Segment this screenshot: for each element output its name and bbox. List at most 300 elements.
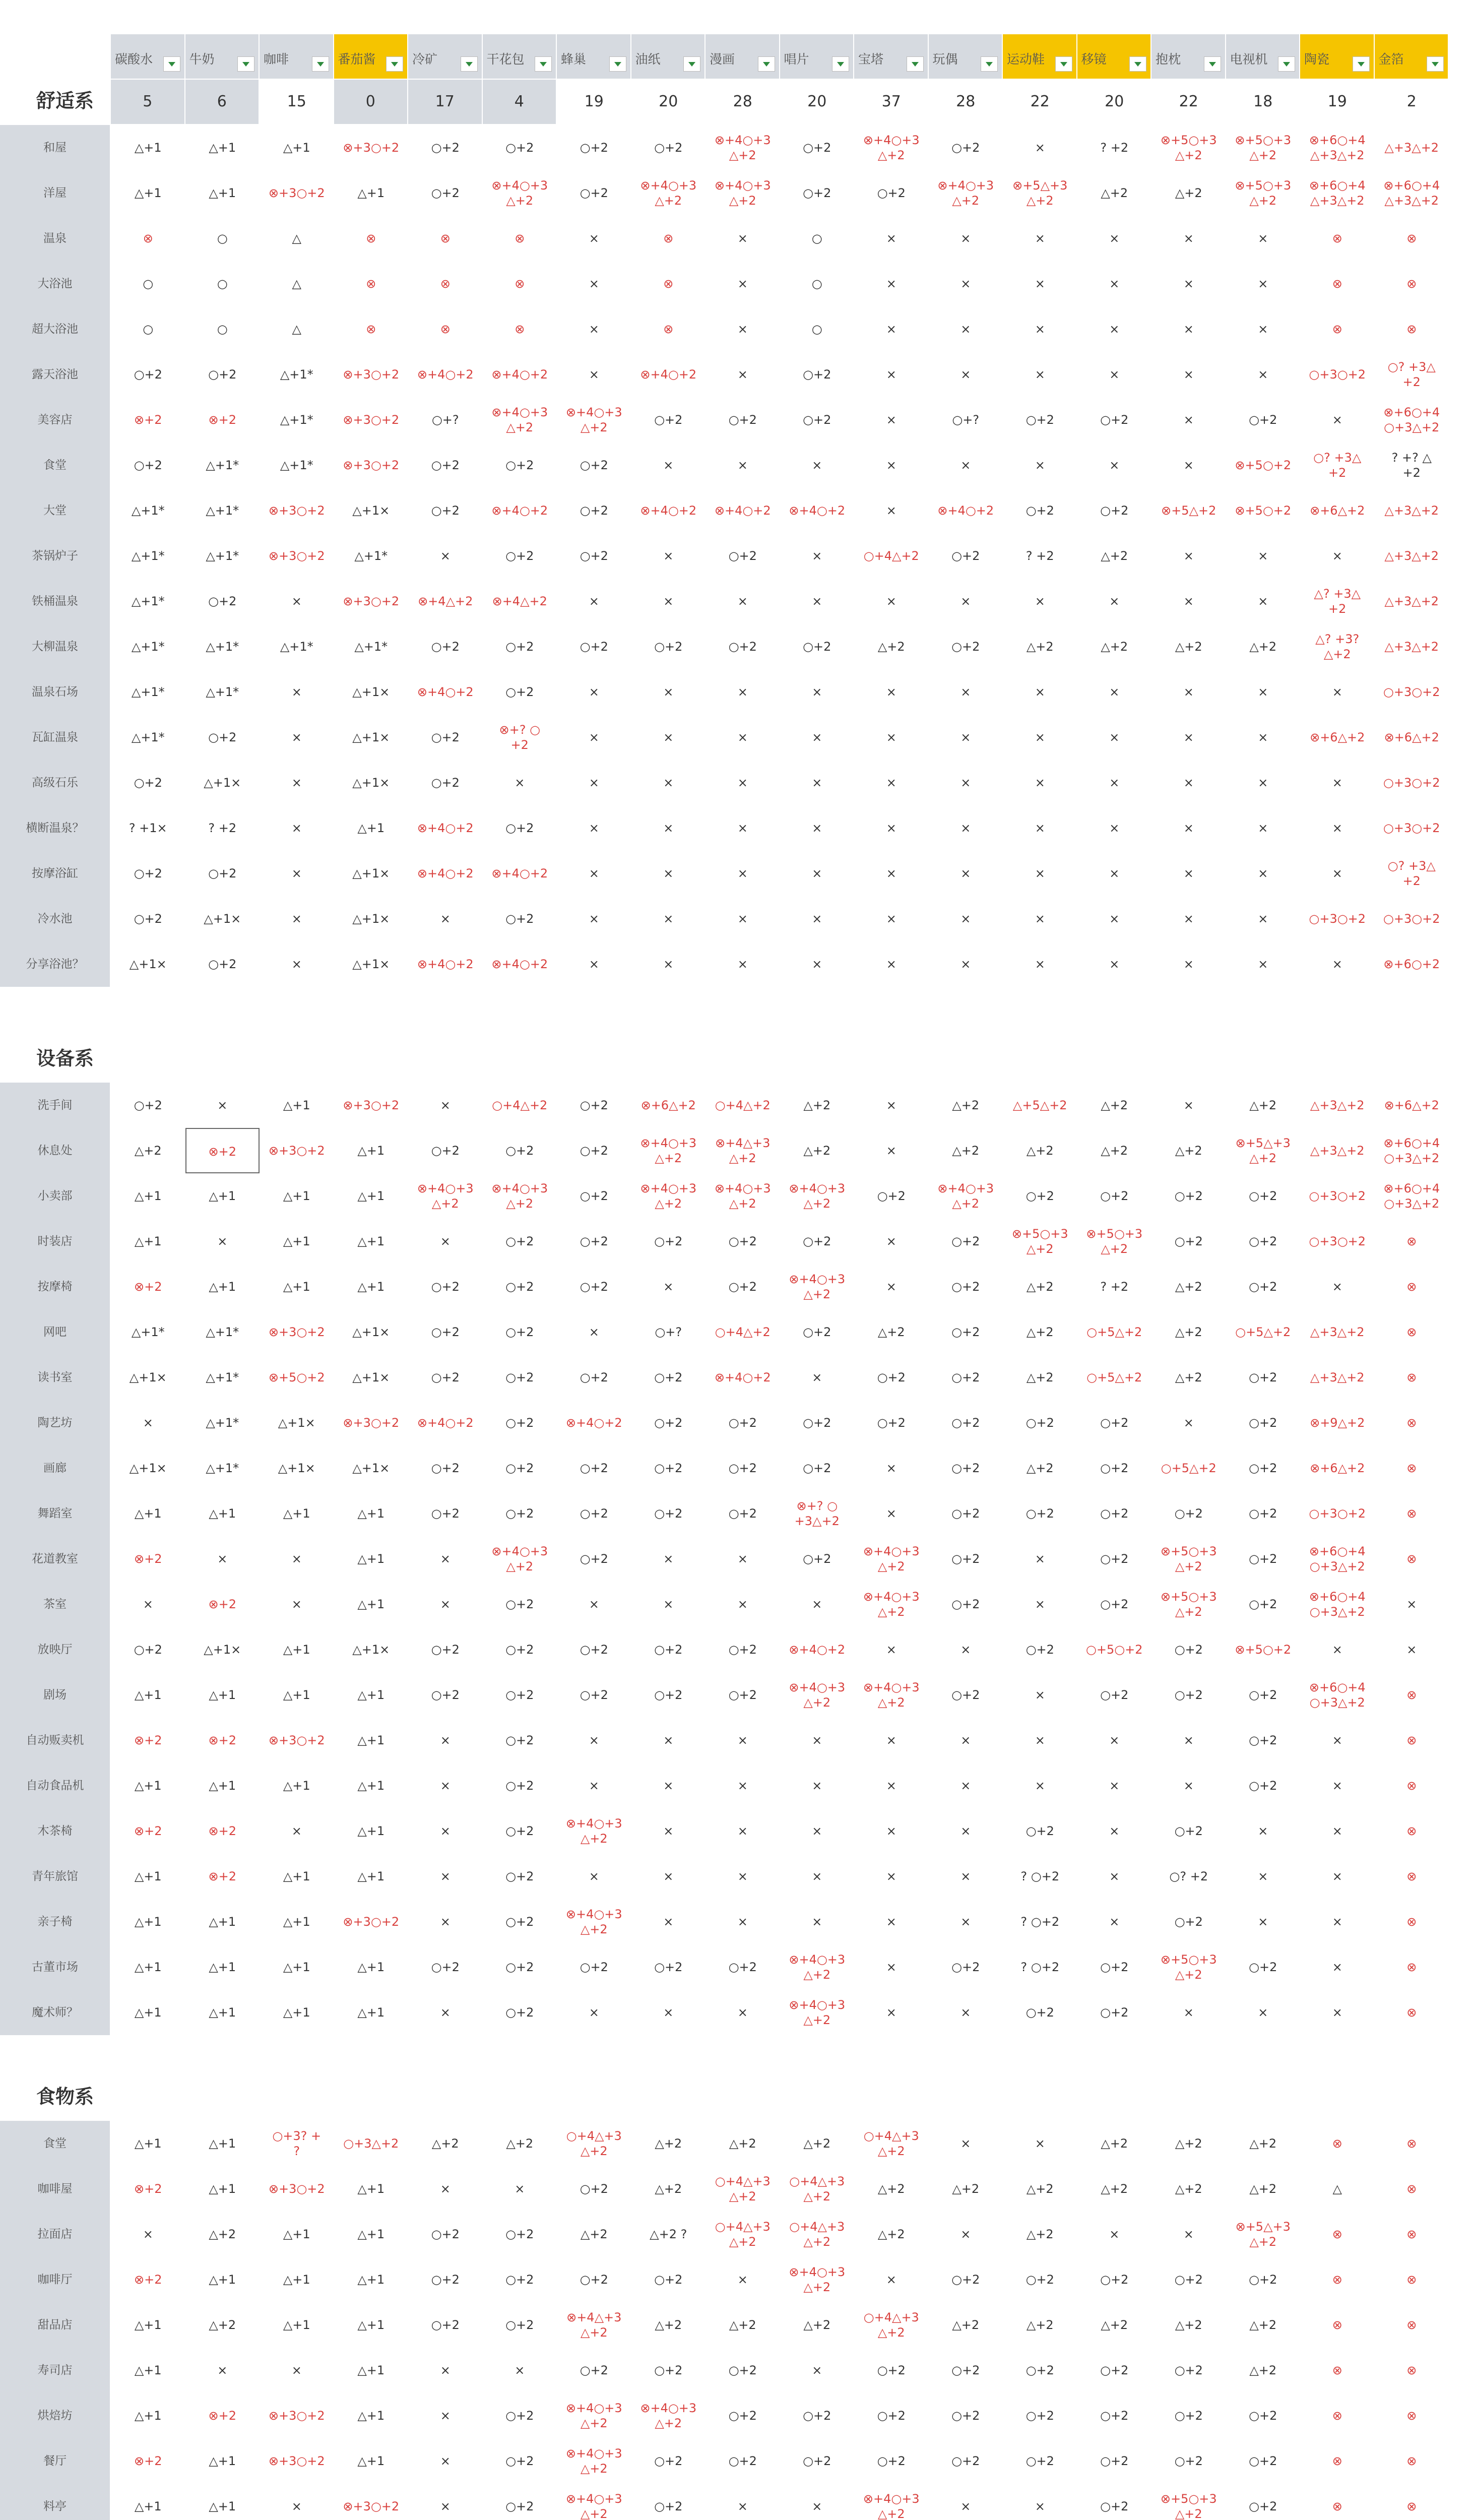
table-cell[interactable]: × bbox=[663, 776, 674, 790]
table-cell[interactable]: ○+2 bbox=[803, 2409, 831, 2423]
table-cell[interactable]: × bbox=[886, 1098, 896, 1112]
table-cell[interactable]: × bbox=[960, 1779, 971, 1793]
table-cell[interactable]: ⊗+4○+3 △+2 bbox=[565, 1907, 622, 1936]
table-cell[interactable]: △+1 bbox=[283, 1915, 310, 1929]
table-cell[interactable]: ? +2 bbox=[208, 821, 237, 835]
table-cell[interactable]: × bbox=[663, 549, 674, 563]
table-cell[interactable]: ⊗+4△+3 △+2 bbox=[715, 1136, 771, 1165]
table-cell[interactable]: × bbox=[589, 685, 599, 699]
table-cell[interactable]: ⊗+5○+3 △+2 bbox=[1160, 133, 1217, 162]
table-cell[interactable]: × bbox=[1035, 821, 1045, 835]
table-cell[interactable]: × bbox=[886, 730, 896, 744]
table-cell[interactable]: ○+2 bbox=[728, 2363, 757, 2377]
table-cell[interactable]: × bbox=[1332, 685, 1342, 699]
row-label[interactable]: 高级石乐 bbox=[0, 760, 110, 805]
table-cell[interactable]: △+1 bbox=[209, 2005, 236, 2020]
table-cell[interactable]: × bbox=[1332, 821, 1342, 835]
table-cell[interactable]: △+1 bbox=[134, 1234, 162, 1248]
table-cell[interactable]: ○+2 bbox=[951, 2409, 980, 2423]
table-cell[interactable]: × bbox=[1035, 2136, 1045, 2151]
row-label[interactable]: 洋屋 bbox=[0, 170, 110, 216]
table-cell[interactable]: ○+2 bbox=[1100, 1461, 1129, 1475]
table-cell[interactable]: ○+2 bbox=[580, 1144, 608, 1158]
table-cell[interactable]: × bbox=[217, 1234, 228, 1248]
table-cell[interactable]: ⊗+4○+3 △+2 bbox=[640, 1136, 697, 1165]
table-cell[interactable]: × bbox=[1258, 1824, 1268, 1838]
table-cell[interactable]: △+2 bbox=[952, 1144, 980, 1158]
table-cell[interactable]: ⊗+5△+3 △+2 bbox=[1012, 178, 1068, 208]
table-cell[interactable]: ○+2 bbox=[1025, 2409, 1054, 2423]
table-cell[interactable]: △+1* bbox=[354, 640, 388, 654]
table-cell[interactable]: × bbox=[291, 957, 302, 971]
table-cell[interactable]: × bbox=[886, 1643, 896, 1657]
table-cell[interactable]: ○+2 bbox=[505, 1597, 534, 1611]
table-cell[interactable]: △+2 bbox=[1175, 2318, 1202, 2332]
table-cell[interactable]: ⊗+4○+3 △+2 bbox=[789, 1272, 846, 1301]
row-label[interactable]: 放映厅 bbox=[0, 1627, 110, 1672]
table-cell[interactable]: ○+4△+3 △+2 bbox=[789, 2220, 845, 2249]
table-cell[interactable]: × bbox=[737, 2499, 748, 2513]
table-cell[interactable]: ○+2 bbox=[134, 866, 162, 880]
row-label[interactable]: 料亭 bbox=[0, 2484, 110, 2520]
table-cell[interactable]: ⊗+4○+3 △+2 bbox=[565, 2446, 622, 2476]
table-cell[interactable]: ⊗ bbox=[1406, 1416, 1417, 1430]
table-cell[interactable]: △+1 bbox=[283, 1189, 310, 1203]
table-cell[interactable]: △+1 bbox=[357, 1733, 385, 1747]
table-cell[interactable]: △+1 bbox=[209, 1189, 236, 1203]
table-cell[interactable]: ⊗+5△+3 △+2 bbox=[1235, 2220, 1291, 2249]
table-cell[interactable]: ⊗+4○+2 bbox=[417, 367, 474, 382]
table-cell[interactable]: ○+2 bbox=[728, 2454, 757, 2468]
table-cell[interactable]: ○ bbox=[217, 322, 228, 336]
table-cell[interactable]: △+1 bbox=[209, 1506, 236, 1521]
table-cell[interactable]: △+1× bbox=[352, 776, 390, 790]
table-cell[interactable]: × bbox=[291, 1597, 302, 1611]
table-cell[interactable]: △+1× bbox=[352, 1325, 390, 1339]
table-cell[interactable]: ○+2 bbox=[1100, 1960, 1129, 1974]
table-cell[interactable]: ○+2 bbox=[1174, 1824, 1203, 1838]
table-cell[interactable]: ⊗+3○+2 bbox=[268, 186, 325, 200]
table-cell[interactable]: ⊗ bbox=[1332, 277, 1342, 291]
table-cell[interactable]: × bbox=[1258, 685, 1268, 699]
column-header[interactable] bbox=[854, 34, 929, 79]
table-cell[interactable]: × bbox=[1332, 1280, 1342, 1294]
table-cell[interactable]: ⊗+4○+3 △+2 bbox=[789, 1952, 846, 1982]
table-cell[interactable]: ○+2 bbox=[654, 2363, 683, 2377]
table-cell[interactable]: ⊗+4○+2 bbox=[417, 957, 474, 971]
table-cell[interactable]: × bbox=[440, 1869, 451, 1883]
table-cell[interactable]: ⊗+4○+3 △+2 bbox=[863, 2492, 920, 2520]
table-cell[interactable]: ○+2 bbox=[134, 1098, 162, 1112]
table-cell[interactable]: ○+2 bbox=[1249, 1506, 1277, 1521]
table-cell[interactable]: × bbox=[589, 1597, 599, 1611]
table-cell[interactable]: ⊗+4○+3 △+2 bbox=[937, 1181, 994, 1211]
table-cell[interactable]: ○+2 bbox=[951, 1234, 980, 1248]
table-cell[interactable]: × bbox=[812, 1824, 822, 1838]
table-cell[interactable]: × bbox=[1332, 1824, 1342, 1838]
table-cell[interactable]: △+1 bbox=[283, 1960, 310, 1974]
column-header[interactable] bbox=[1226, 34, 1301, 79]
table-cell[interactable]: ⊗+3○+2 bbox=[268, 503, 325, 518]
table-cell[interactable]: × bbox=[737, 594, 748, 608]
table-cell[interactable]: ○+4△+3 △+2 bbox=[863, 2310, 919, 2340]
table-cell[interactable]: ○+2 bbox=[1025, 2005, 1054, 2020]
table-cell[interactable]: × bbox=[1183, 549, 1194, 563]
table-cell[interactable]: △+2 bbox=[952, 1098, 980, 1112]
table-cell[interactable]: ⊗+2 bbox=[134, 1552, 162, 1566]
table-cell[interactable]: △+2 bbox=[1101, 549, 1128, 563]
table-cell[interactable]: △+2 bbox=[1249, 2136, 1277, 2151]
table-cell[interactable]: × bbox=[291, 2363, 302, 2377]
table-cell[interactable]: × bbox=[1109, 277, 1120, 291]
table-cell[interactable]: △? +3△ +2 bbox=[1314, 587, 1361, 616]
table-cell[interactable]: × bbox=[737, 277, 748, 291]
table-cell[interactable]: × bbox=[737, 776, 748, 790]
table-cell[interactable]: ⊗+5○+2 bbox=[268, 1370, 325, 1384]
table-cell[interactable]: × bbox=[663, 458, 674, 472]
table-cell[interactable]: ○+2 bbox=[951, 1506, 980, 1521]
table-cell[interactable]: △+2 bbox=[877, 2182, 905, 2196]
column-header[interactable] bbox=[1003, 34, 1077, 79]
table-cell[interactable]: × bbox=[663, 821, 674, 835]
table-cell[interactable]: ○+2 bbox=[654, 413, 683, 427]
table-cell[interactable]: △+1 bbox=[283, 1869, 310, 1883]
table-cell[interactable]: × bbox=[1183, 1779, 1194, 1793]
table-cell[interactable]: ○+2 bbox=[1249, 1416, 1277, 1430]
table-cell[interactable]: ○+2 bbox=[580, 503, 608, 518]
table-cell[interactable]: △+1* bbox=[131, 730, 165, 744]
table-cell[interactable]: ○+2 bbox=[1025, 1643, 1054, 1657]
table-cell[interactable]: ○+2 bbox=[580, 1189, 608, 1203]
table-cell[interactable]: △+1* bbox=[131, 1325, 165, 1339]
table-cell[interactable]: ⊗+2 bbox=[134, 2273, 162, 2287]
row-label[interactable]: 寿司店 bbox=[0, 2348, 110, 2393]
table-cell[interactable]: △+1 bbox=[357, 1552, 385, 1566]
table-cell[interactable]: × bbox=[291, 685, 302, 699]
table-cell[interactable]: ⊗+6○+4 ○+3△+2 bbox=[1383, 405, 1440, 434]
table-cell[interactable]: ○+2 bbox=[134, 458, 162, 472]
table-cell[interactable]: ⊗+3○+2 bbox=[343, 1416, 400, 1430]
table-cell[interactable]: △+1* bbox=[206, 503, 239, 518]
filter-dropdown-icon[interactable] bbox=[461, 56, 478, 72]
table-cell[interactable]: ○+2 bbox=[1025, 413, 1054, 427]
table-cell[interactable]: × bbox=[960, 231, 971, 245]
table-cell[interactable]: ○+2 bbox=[505, 2454, 534, 2468]
table-cell[interactable]: △+1× bbox=[129, 957, 167, 971]
table-cell[interactable]: × bbox=[812, 957, 822, 971]
table-cell[interactable]: ⊗+6△+2 bbox=[1310, 730, 1365, 744]
table-cell[interactable]: × bbox=[1183, 231, 1194, 245]
table-cell[interactable]: ⊗ bbox=[440, 231, 451, 245]
table-cell[interactable]: ○+2 bbox=[654, 640, 683, 654]
table-cell[interactable]: ○+2 bbox=[505, 141, 534, 155]
table-cell[interactable]: × bbox=[1035, 231, 1045, 245]
table-cell[interactable]: × bbox=[1183, 957, 1194, 971]
table-cell[interactable]: ⊗ bbox=[515, 277, 525, 291]
table-cell[interactable]: × bbox=[812, 912, 822, 926]
table-cell[interactable]: △+2 bbox=[729, 2136, 756, 2151]
table-cell[interactable]: × bbox=[1258, 866, 1268, 880]
table-cell[interactable]: ○+2 bbox=[1249, 1552, 1277, 1566]
table-cell[interactable]: ○+2 bbox=[580, 1643, 608, 1657]
table-cell[interactable]: △+1* bbox=[131, 503, 165, 518]
table-cell[interactable]: × bbox=[1035, 458, 1045, 472]
table-cell[interactable]: ⊗+4○+3 △+2 bbox=[640, 2401, 697, 2430]
table-cell[interactable]: ⊗ bbox=[1406, 1960, 1417, 1974]
table-cell[interactable]: ⊗ bbox=[515, 322, 525, 336]
table-cell[interactable]: ⊗ bbox=[440, 277, 451, 291]
table-cell[interactable]: ○+2 bbox=[134, 367, 162, 382]
row-label[interactable]: 小卖部 bbox=[0, 1173, 110, 1219]
table-cell[interactable]: × bbox=[1406, 1597, 1417, 1611]
table-cell[interactable]: × bbox=[960, 912, 971, 926]
table-cell[interactable]: ○+2 bbox=[1174, 1643, 1203, 1657]
table-cell[interactable]: △+1* bbox=[206, 458, 239, 472]
table-cell[interactable]: ○+2 bbox=[580, 2363, 608, 2377]
table-cell[interactable]: ⊗ bbox=[663, 277, 674, 291]
table-cell[interactable]: △+1 bbox=[357, 2227, 385, 2241]
table-cell[interactable]: ○+2 bbox=[728, 1643, 757, 1657]
table-cell[interactable]: △+1* bbox=[206, 685, 239, 699]
table-cell[interactable]: × bbox=[1109, 957, 1120, 971]
table-cell[interactable]: ○+2 bbox=[1174, 2363, 1203, 2377]
table-cell[interactable]: ⊗+4○+2 bbox=[937, 503, 994, 518]
table-cell[interactable]: △+1× bbox=[129, 1370, 167, 1384]
table-cell[interactable]: × bbox=[960, 821, 971, 835]
table-cell[interactable]: △+2 bbox=[1026, 1461, 1054, 1475]
table-cell[interactable]: ○+3○+2 bbox=[1383, 912, 1440, 926]
table-cell[interactable]: × bbox=[1109, 821, 1120, 835]
table-cell[interactable]: ○+2 bbox=[654, 2273, 683, 2287]
table-cell[interactable]: × bbox=[737, 322, 748, 336]
table-cell[interactable]: ○+2 bbox=[1174, 2454, 1203, 2468]
table-cell[interactable]: ⊗+9△+2 bbox=[1310, 1416, 1365, 1430]
table-cell[interactable]: × bbox=[812, 2363, 822, 2377]
table-cell[interactable]: ○+2 bbox=[580, 1688, 608, 1702]
table-cell[interactable]: △+3△+2 bbox=[1310, 1144, 1365, 1158]
table-cell[interactable]: △+1× bbox=[204, 912, 241, 926]
table-cell[interactable]: ○+2 bbox=[951, 1370, 980, 1384]
table-cell[interactable]: × bbox=[291, 912, 302, 926]
table-cell[interactable]: △+1 bbox=[134, 1779, 162, 1793]
table-cell[interactable]: × bbox=[812, 685, 822, 699]
table-cell[interactable]: △+2 bbox=[1249, 2318, 1277, 2332]
table-cell[interactable]: △+1 bbox=[357, 1824, 385, 1838]
table-cell[interactable]: ⊗+4○+2 bbox=[417, 1416, 474, 1430]
table-cell[interactable]: × bbox=[812, 1370, 822, 1384]
table-cell[interactable]: ○+2 bbox=[654, 1370, 683, 1384]
table-cell[interactable]: ⊗+5○+2 bbox=[1235, 503, 1292, 518]
table-cell[interactable]: ⊗+4○+3 △+2 bbox=[491, 405, 548, 434]
table-cell[interactable]: ○+2 bbox=[1025, 2454, 1054, 2468]
table-cell[interactable]: △+1 bbox=[357, 1189, 385, 1203]
table-cell[interactable]: ○+2 bbox=[1100, 1552, 1129, 1566]
table-cell[interactable]: ⊗ bbox=[1406, 2182, 1417, 2196]
table-cell[interactable]: ○+3○+2 bbox=[1383, 685, 1440, 699]
table-cell[interactable]: × bbox=[1035, 367, 1045, 382]
table-cell[interactable]: △+3△+2 bbox=[1310, 1370, 1365, 1384]
table-cell[interactable]: △+1 bbox=[357, 1144, 385, 1158]
table-cell[interactable]: △+1 bbox=[134, 2363, 162, 2377]
table-cell[interactable]: ○+2 bbox=[580, 549, 608, 563]
table-cell[interactable]: ○+2 bbox=[951, 1552, 980, 1566]
table-cell[interactable]: ○+2 bbox=[431, 2273, 460, 2287]
table-cell[interactable]: ○+2 bbox=[1100, 1189, 1129, 1203]
table-cell[interactable]: × bbox=[960, 1824, 971, 1838]
table-cell[interactable]: ⊗+4○+3 △+2 bbox=[714, 1181, 771, 1211]
table-cell[interactable]: ⊗ bbox=[1406, 1461, 1417, 1475]
table-cell[interactable]: × bbox=[1258, 367, 1268, 382]
table-cell[interactable]: △+2 bbox=[729, 2318, 756, 2332]
table-cell[interactable]: ⊗+3○+2 bbox=[268, 2182, 325, 2196]
table-cell[interactable]: ⊗ bbox=[1406, 322, 1417, 336]
table-cell[interactable]: × bbox=[291, 2499, 302, 2513]
table-cell[interactable]: △+1 bbox=[209, 2273, 236, 2287]
table-cell[interactable]: ⊗+4○+2 bbox=[417, 821, 474, 835]
table-cell[interactable]: ○+2 bbox=[654, 1416, 683, 1430]
table-cell[interactable]: ○+2 bbox=[1249, 1461, 1277, 1475]
table-cell[interactable]: ⊗ bbox=[143, 231, 153, 245]
table-cell[interactable]: △+1 bbox=[283, 141, 310, 155]
row-label[interactable]: 舞蹈室 bbox=[0, 1491, 110, 1536]
table-cell[interactable]: × bbox=[589, 594, 599, 608]
table-cell[interactable]: △+3△+2 bbox=[1310, 1325, 1365, 1339]
table-cell[interactable]: ○+2 bbox=[728, 1506, 757, 1521]
table-cell[interactable]: △+2 bbox=[209, 2318, 236, 2332]
table-cell[interactable]: × bbox=[440, 2005, 451, 2020]
filter-dropdown-icon[interactable] bbox=[1129, 56, 1146, 72]
table-cell[interactable]: × bbox=[440, 2454, 451, 2468]
table-cell[interactable]: ⊗ bbox=[515, 231, 525, 245]
table-cell[interactable]: × bbox=[143, 1597, 153, 1611]
table-cell[interactable]: × bbox=[960, 367, 971, 382]
table-cell[interactable]: △+1 bbox=[209, 141, 236, 155]
table-cell[interactable]: ○+2 bbox=[877, 186, 906, 200]
table-cell[interactable]: × bbox=[663, 2005, 674, 2020]
table-cell[interactable]: △+2 bbox=[1026, 640, 1054, 654]
table-cell[interactable]: ⊗+4○+2 bbox=[491, 503, 548, 518]
table-cell[interactable]: × bbox=[589, 367, 599, 382]
table-cell[interactable]: △+2 bbox=[1026, 1144, 1054, 1158]
table-cell[interactable]: × bbox=[1183, 458, 1194, 472]
table-cell[interactable]: ○+2 bbox=[580, 1280, 608, 1294]
table-cell[interactable]: ⊗ bbox=[1406, 1869, 1417, 1883]
table-cell[interactable]: × bbox=[737, 730, 748, 744]
filter-dropdown-icon[interactable] bbox=[832, 56, 849, 72]
table-cell[interactable]: ⊗ bbox=[1406, 1280, 1417, 1294]
table-cell[interactable]: ○+2 bbox=[803, 1416, 831, 1430]
table-cell[interactable]: ○+5△+2 bbox=[1235, 1325, 1291, 1339]
table-cell[interactable]: ⊗+4○+2 bbox=[714, 1370, 771, 1384]
row-label[interactable]: 茶锅炉子 bbox=[0, 533, 110, 579]
table-cell[interactable]: × bbox=[886, 2005, 896, 2020]
table-cell[interactable]: △+1× bbox=[352, 1461, 390, 1475]
table-cell[interactable]: ⊗+4△+3 △+2 bbox=[566, 2310, 622, 2340]
table-cell[interactable]: × bbox=[1035, 1688, 1045, 1702]
row-label[interactable]: 魔术师？ bbox=[0, 1990, 110, 2035]
table-cell[interactable]: × bbox=[1035, 866, 1045, 880]
table-cell[interactable]: ○+2 bbox=[1249, 1960, 1277, 1974]
table-cell[interactable]: △+1 bbox=[283, 1098, 310, 1112]
table-cell[interactable]: × bbox=[1183, 367, 1194, 382]
table-cell[interactable]: × bbox=[440, 549, 451, 563]
table-cell[interactable]: △+1* bbox=[280, 640, 313, 654]
table-cell[interactable]: ○+2 bbox=[654, 2499, 683, 2513]
filter-dropdown-icon[interactable] bbox=[981, 56, 998, 72]
table-cell[interactable]: × bbox=[812, 730, 822, 744]
table-cell[interactable]: ⊗+4○+3 △+2 bbox=[789, 1181, 846, 1211]
table-cell[interactable]: ⊗+3○+2 bbox=[343, 458, 400, 472]
table-cell[interactable]: △+1 bbox=[134, 1688, 162, 1702]
table-cell[interactable]: ○+2 bbox=[803, 1461, 831, 1475]
table-cell[interactable]: × bbox=[1258, 322, 1268, 336]
table-cell[interactable]: × bbox=[1332, 1733, 1342, 1747]
table-cell[interactable]: ? +1× bbox=[129, 821, 167, 835]
table-cell[interactable]: △+2 bbox=[1175, 1370, 1202, 1384]
table-cell[interactable]: △+1 bbox=[283, 2227, 310, 2241]
table-cell[interactable]: × bbox=[960, 776, 971, 790]
table-cell[interactable]: × bbox=[663, 594, 674, 608]
table-cell[interactable]: × bbox=[291, 866, 302, 880]
table-cell[interactable]: × bbox=[589, 1869, 599, 1883]
table-cell[interactable]: △+2 bbox=[1249, 640, 1277, 654]
table-cell[interactable]: ○+2 bbox=[1025, 503, 1054, 518]
table-cell[interactable]: ○+2 bbox=[803, 141, 831, 155]
table-cell[interactable]: × bbox=[440, 2409, 451, 2423]
table-cell[interactable]: × bbox=[886, 231, 896, 245]
table-cell[interactable]: ⊗ bbox=[663, 231, 674, 245]
table-cell[interactable]: △+2 bbox=[1026, 2182, 1054, 2196]
row-label[interactable]: 烘焙坊 bbox=[0, 2393, 110, 2438]
table-cell[interactable]: × bbox=[515, 2182, 525, 2196]
table-cell[interactable]: ○+2 bbox=[1100, 1688, 1129, 1702]
table-cell[interactable]: △+2 bbox=[655, 2318, 682, 2332]
column-header[interactable] bbox=[111, 34, 185, 79]
table-cell[interactable]: ○+2 bbox=[1025, 1416, 1054, 1430]
table-cell[interactable]: ⊗+5○+2 bbox=[1235, 458, 1292, 472]
table-cell[interactable]: ⊗+5○+3 △+2 bbox=[1235, 133, 1292, 162]
table-cell[interactable]: △+1* bbox=[354, 549, 388, 563]
table-cell[interactable]: × bbox=[737, 957, 748, 971]
row-label[interactable]: 自动贩卖机 bbox=[0, 1718, 110, 1763]
table-cell[interactable]: △+1× bbox=[352, 503, 390, 518]
row-label[interactable]: 大堂 bbox=[0, 488, 110, 533]
table-cell[interactable]: × bbox=[589, 322, 599, 336]
table-cell[interactable]: × bbox=[1332, 1779, 1342, 1793]
column-header[interactable] bbox=[408, 34, 483, 79]
table-cell[interactable]: ○+2 bbox=[505, 1824, 534, 1838]
filter-dropdown-icon[interactable] bbox=[163, 56, 180, 72]
table-cell[interactable]: △+1 bbox=[357, 1779, 385, 1793]
table-cell[interactable]: ○+2 bbox=[1100, 2005, 1129, 2020]
table-cell[interactable]: ○+2 bbox=[1025, 1189, 1054, 1203]
table-cell[interactable]: ○+3△+2 bbox=[343, 2136, 399, 2151]
table-cell[interactable]: △+2 bbox=[1101, 1144, 1128, 1158]
table-cell[interactable]: × bbox=[960, 730, 971, 744]
table-cell[interactable]: × bbox=[589, 776, 599, 790]
table-cell[interactable]: × bbox=[812, 1597, 822, 1611]
table-cell[interactable]: ○+2 bbox=[1249, 1733, 1277, 1747]
table-cell[interactable]: ⊗+2 bbox=[134, 2182, 162, 2196]
table-cell[interactable]: × bbox=[663, 957, 674, 971]
filter-dropdown-icon[interactable] bbox=[237, 56, 254, 72]
table-cell[interactable]: △+1* bbox=[206, 549, 239, 563]
table-cell[interactable]: △+1 bbox=[357, 2409, 385, 2423]
table-cell[interactable]: ⊗+5○+3 △+2 bbox=[1235, 178, 1292, 208]
table-cell[interactable]: × bbox=[1406, 1643, 1417, 1657]
table-cell[interactable]: × bbox=[589, 231, 599, 245]
row-label[interactable]: 冷水池 bbox=[0, 896, 110, 941]
